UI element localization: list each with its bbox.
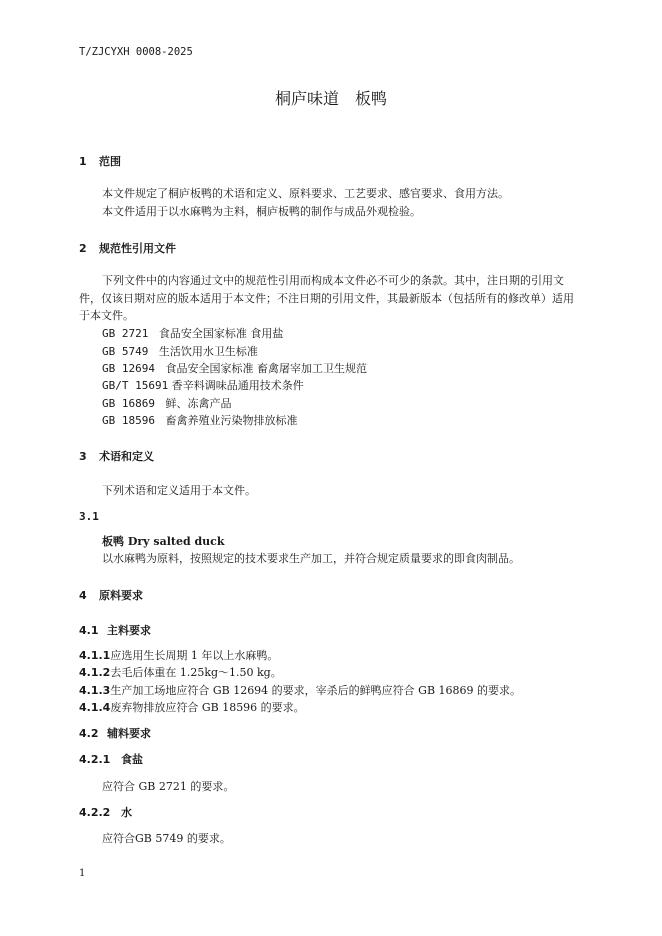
scope-paragraph-2: 本文件适用于以水麻鸭为主料，桐庐板鸭的制作与成品外观检验。 [102,205,421,218]
subsection-heading-salt [79,751,143,767]
page-number: 1 [79,868,86,879]
document-title: 桐庐味道 板鸭 [274,89,387,108]
section-number: 3 [79,450,87,463]
subsection-title: 辅料要求 [107,727,151,740]
subsection-number: 4.2 [79,727,99,740]
clause-item [79,664,282,680]
section-number: 2 [79,242,87,255]
reference-code: GB 2721 [102,327,149,340]
reference-item [102,377,304,393]
reference-item [102,412,297,428]
clause-text: 废弃物排放应符合 GB 18596 的要求。 [110,701,305,714]
reference-title: 食品安全国家标准 畜禽屠宰加工卫生规范 [165,362,367,375]
reference-title: 畜禽养殖业污染物排放标准 [165,414,298,427]
clause-text: 应选用生长周期 1 年以上水麻鸭。 [110,649,279,662]
reference-title: 食品安全国家标准 食用盐 [158,327,284,340]
reference-item [102,343,258,359]
reference-code: GB 16869 [102,397,155,410]
scope-paragraph-1: 本文件规定了桐庐板鸭的术语和定义、原料要求、工艺要求、感官要求、食用方法。 [102,187,509,200]
reference-code: GB 5749 [102,345,149,358]
standard-code: T/ZJCYXH 0008-2025 [79,46,193,58]
subsection-title: 水 [121,806,132,819]
reference-code: GB 12694 [102,362,155,375]
section-heading-scope [79,153,121,169]
clause-item [79,682,521,698]
reference-title: 香辛料调味品通用技术条件 [171,379,304,392]
subsection-title: 主料要求 [107,624,151,637]
clause-text: 去毛后体重在 1.25kg～1.50 kg。 [110,666,282,679]
subsection-heading-water [79,804,132,820]
reference-item [102,360,367,376]
clause-number: 4.1.3 [79,684,111,697]
section-title: 范围 [99,155,121,168]
reference-title: 鲜、冻禽产品 [165,397,232,410]
reference-item [102,395,231,411]
normative-intro: 下列文件中的内容通过文中的规范性引用而构成本文件必不可少的条款。其中，注日期的引用文件，仅该日期对应的版本适用于本文件；不注日期的引用文件，其最新版本（包括所有的修改单）适用于本文件。 [79,274,574,322]
subsection-number: 4.2.2 [79,806,111,819]
subsection-number: 4.2.1 [79,753,111,766]
subsection-title: 食盐 [121,753,143,766]
reference-item [102,325,283,341]
section-number: 1 [79,155,87,168]
term-name: 板鸭 Dry salted duck [102,535,225,548]
section-number: 4 [79,589,87,602]
subsection-number: 4.1 [79,624,99,637]
clause-number: 4.1.2 [79,666,111,679]
reference-code: GB 18596 [102,414,155,427]
section-heading-raw-materials [79,587,143,603]
clause-text: 生产加工场地应符合 GB 12694 的要求，宰杀后的鲜鸭应符合 GB 16869 的要求。 [110,684,522,697]
section-heading-normative [79,240,176,256]
clause-item [79,699,305,715]
clause-number: 4.1.1 [79,649,111,662]
subsection-heading-auxiliary [79,725,151,741]
reference-title: 生活饮用水卫生标准 [158,345,258,358]
section-title: 原料要求 [99,589,143,602]
subsection-heading-main [79,622,151,638]
section-heading-terms [79,448,154,464]
section-title: 术语和定义 [99,450,154,463]
terms-intro: 下列术语和定义适用于本文件。 [102,484,256,497]
clause-number: 4.1.4 [79,701,111,714]
clause-item [79,647,278,663]
reference-code: GB/T 15691 [102,379,169,392]
term-definition: 以水麻鸭为原料，按照规定的技术要求生产加工，并符合规定质量要求的即食肉制品。 [102,552,520,565]
water-requirement: 应符合GB 5749 的要求。 [102,832,231,845]
term-number: 3.1 [79,510,99,523]
section-title: 规范性引用文件 [99,242,176,255]
salt-requirement: 应符合 GB 2721 的要求。 [102,780,235,793]
